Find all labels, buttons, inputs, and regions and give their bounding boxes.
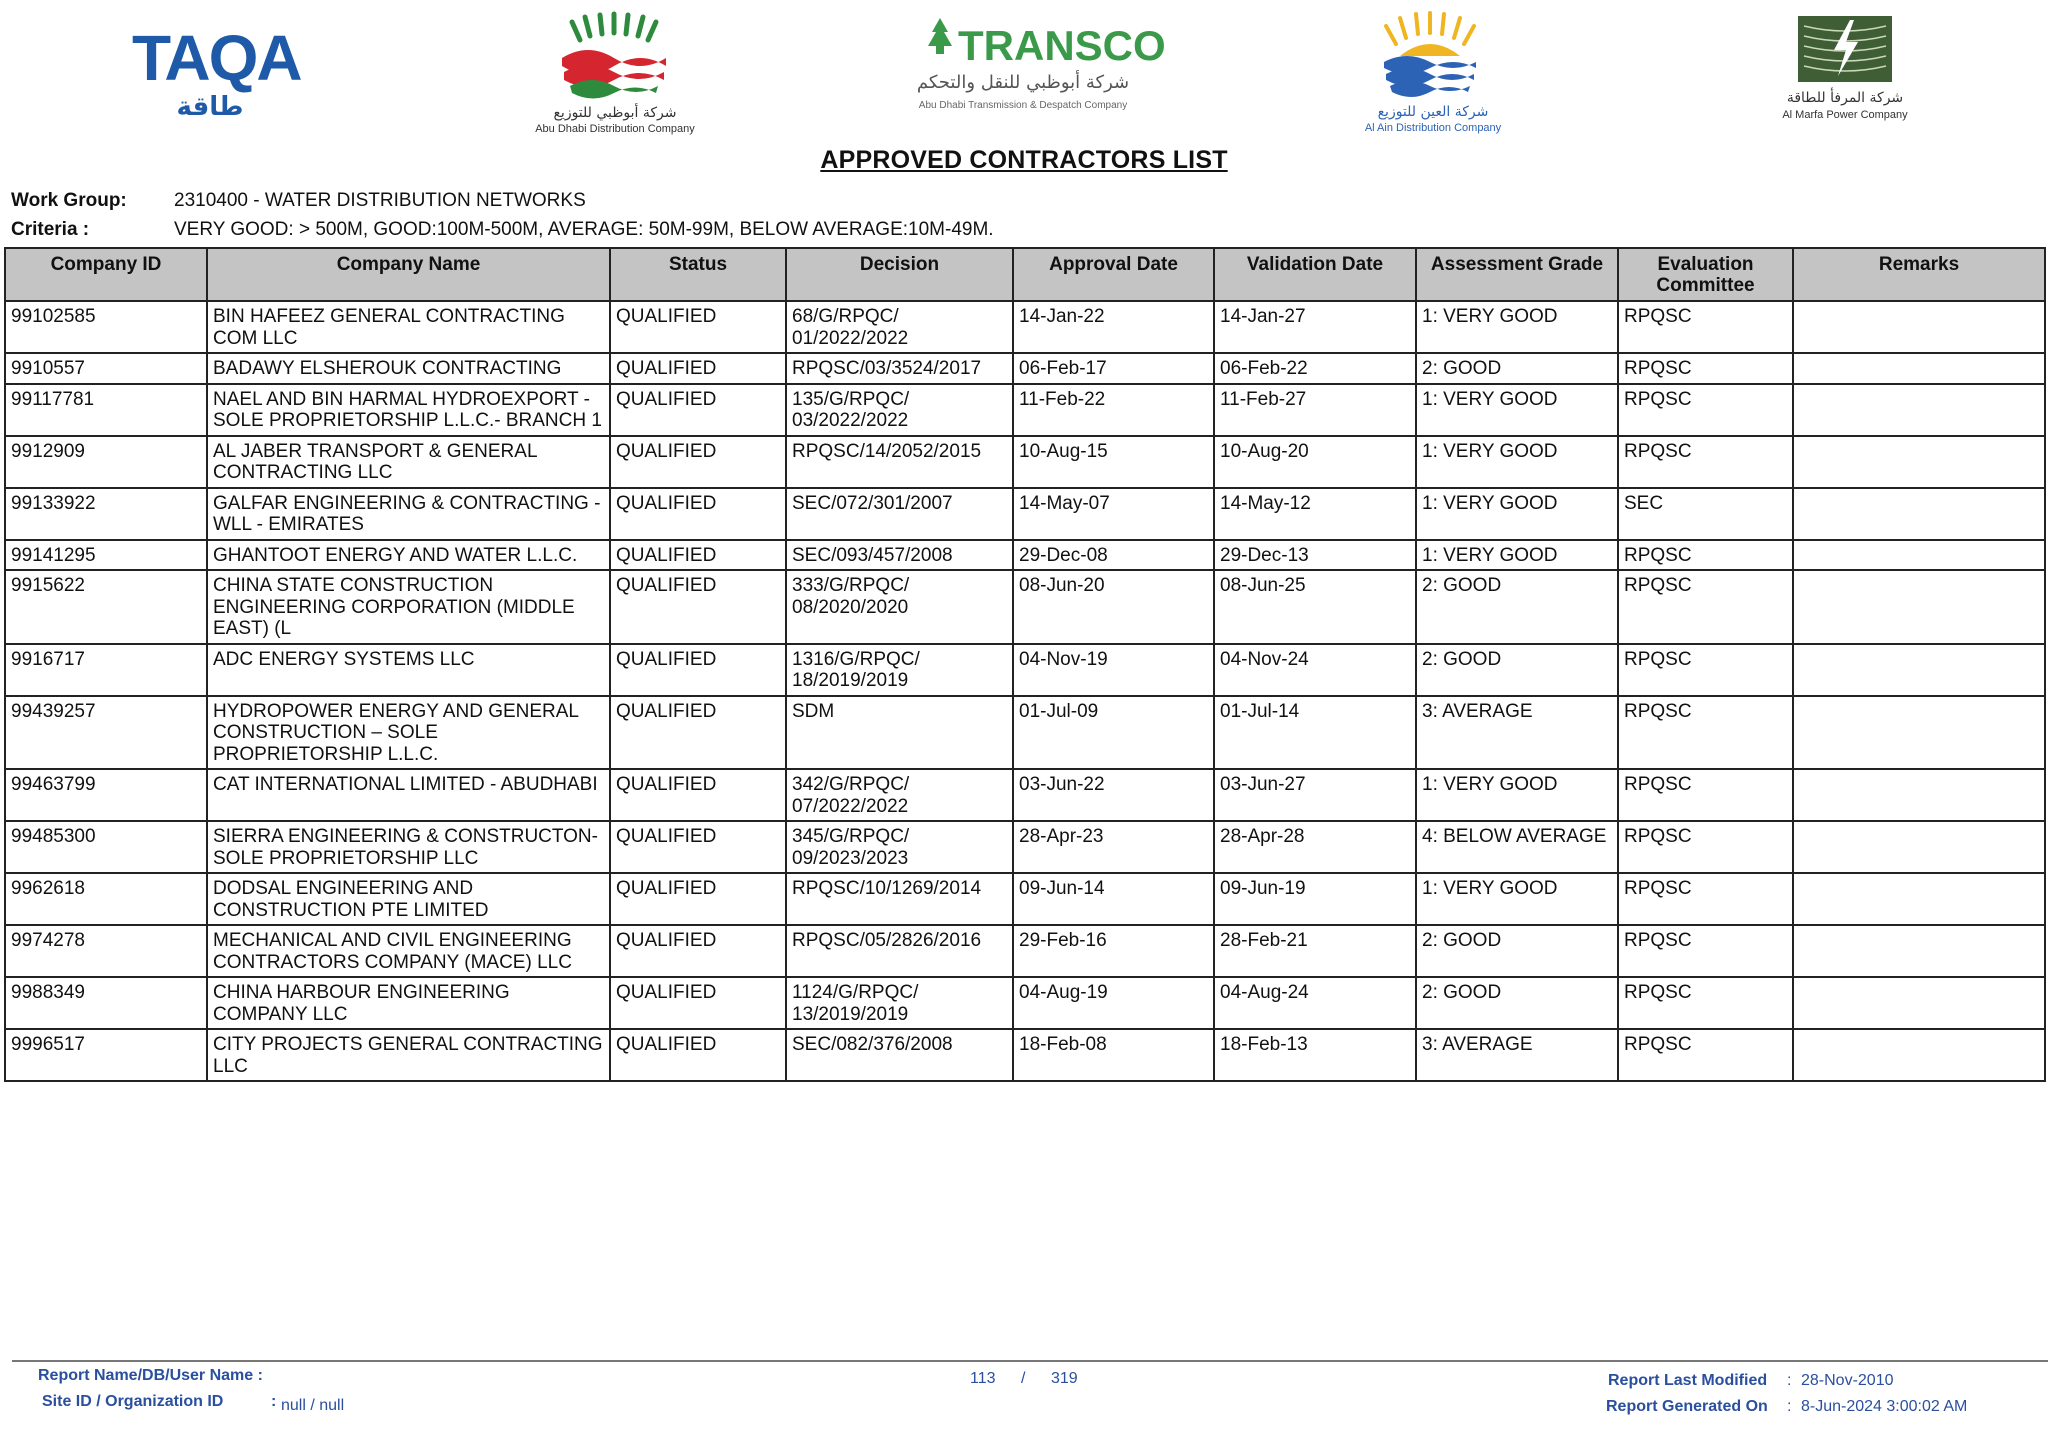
validation-date-cell: 04-Nov-24: [1214, 644, 1416, 696]
evaluation-committee-cell: RPQSC: [1618, 301, 1793, 353]
approval-date-cell: 14-May-07: [1013, 488, 1214, 540]
decision-cell: RPQSC/03/3524/2017: [786, 353, 1013, 384]
approval-date-cell: 06-Feb-17: [1013, 353, 1214, 384]
table-row: [5, 540, 2045, 571]
company-id-cell: 99463799: [5, 769, 207, 821]
company-id-cell: 99117781: [5, 384, 207, 436]
decision-cell: SEC/082/376/2008: [786, 1029, 1013, 1081]
addc-logo-english: Abu Dhabi Distribution Company: [535, 123, 695, 135]
logo-strip: [0, 0, 2048, 140]
decision-cell: 333/G/RPQC/ 08/2020/2020: [786, 570, 1013, 644]
decision-cell: RPQSC/05/2826/2016: [786, 925, 1013, 977]
validation-date-cell: 01-Jul-14: [1214, 696, 1416, 770]
evaluation-committee-cell: RPQSC: [1618, 644, 1793, 696]
footer-divider: [12, 1360, 2048, 1362]
table-row: [5, 696, 2045, 770]
company-name-cell: CAT INTERNATIONAL LIMITED - ABUDHABI: [207, 769, 610, 821]
remarks-cell: [1793, 977, 2045, 1029]
approval-date-cell: 29-Feb-16: [1013, 925, 1214, 977]
evaluation-committee-cell: RPQSC: [1618, 769, 1793, 821]
decision-cell: RPQSC/14/2052/2015: [786, 436, 1013, 488]
page-separator: /: [1021, 1370, 1026, 1387]
table-row: [5, 873, 2045, 925]
status-cell: QUALIFIED: [610, 384, 786, 436]
approval-date-cell: 28-Apr-23: [1013, 821, 1214, 873]
marfa-logo-arabic: شركة المرفأ للطاقة: [1786, 90, 1904, 106]
report-title: APPROVED CONTRACTORS LIST: [820, 146, 1228, 174]
status-cell: QUALIFIED: [610, 977, 786, 1029]
evaluation-committee-cell: RPQSC: [1618, 570, 1793, 644]
remarks-cell: [1793, 821, 2045, 873]
column-header-remarks: Remarks: [1793, 248, 2045, 301]
table-row: [5, 977, 2045, 1029]
decision-cell: 1124/G/RPQC/ 13/2019/2019: [786, 977, 1013, 1029]
company-name-cell: CITY PROJECTS GENERAL CONTRACTING LLC: [207, 1029, 610, 1081]
table-row: [5, 1029, 2045, 1081]
table-body: [5, 301, 2045, 1081]
approval-date-cell: 01-Jul-09: [1013, 696, 1214, 770]
approval-date-cell: 10-Aug-15: [1013, 436, 1214, 488]
marfa-logo-mark: [1750, 10, 1940, 125]
criteria-value: VERY GOOD: > 500M, GOOD:100M-500M, AVERAGE: 50M-99M, BELOW AVERAGE:10M-49M.: [174, 219, 994, 240]
approval-date-cell: 04-Aug-19: [1013, 977, 1214, 1029]
assessment-grade-cell: 1: VERY GOOD: [1416, 488, 1618, 540]
remarks-cell: [1793, 436, 2045, 488]
table-row: [5, 821, 2045, 873]
decision-cell: 135/G/RPQC/ 03/2022/2022: [786, 384, 1013, 436]
evaluation-committee-cell: RPQSC: [1618, 436, 1793, 488]
company-name-cell: CHINA HARBOUR ENGINEERING COMPANY LLC: [207, 977, 610, 1029]
table-row: [5, 384, 2045, 436]
company-id-cell: 9910557: [5, 353, 207, 384]
evaluation-committee-cell: RPQSC: [1618, 873, 1793, 925]
table-row: [5, 436, 2045, 488]
site-id-value: null / null: [281, 1397, 345, 1414]
marfa-logo: [1750, 10, 1940, 135]
assessment-grade-cell: 1: VERY GOOD: [1416, 384, 1618, 436]
aadc-logo-english: Al Ain Distribution Company: [1364, 122, 1502, 134]
company-id-cell: 99439257: [5, 696, 207, 770]
company-name-cell: MECHANICAL AND CIVIL ENGINEERING CONTRACTORS COMPANY (MACE) LLC: [207, 925, 610, 977]
company-name-cell: BADAWY ELSHEROUK CONTRACTING: [207, 353, 610, 384]
evaluation-committee-cell: RPQSC: [1618, 696, 1793, 770]
assessment-grade-cell: 2: GOOD: [1416, 644, 1618, 696]
addc-logo-mark: [510, 10, 720, 135]
company-name-cell: SIERRA ENGINEERING & CONSTRUCTON-SOLE PROPRIETORSHIP LLC: [207, 821, 610, 873]
company-name-cell: CHINA STATE CONSTRUCTION ENGINEERING CORPORATION (MIDDLE EAST) (L: [207, 570, 610, 644]
remarks-cell: [1793, 696, 2045, 770]
generated-on-colon: :: [1787, 1398, 1792, 1415]
approval-date-cell: 29-Dec-08: [1013, 540, 1214, 571]
approval-date-cell: 18-Feb-08: [1013, 1029, 1214, 1081]
company-name-cell: BIN HAFEEZ GENERAL CONTRACTING COM LLC: [207, 301, 610, 353]
remarks-cell: [1793, 769, 2045, 821]
evaluation-committee-cell: RPQSC: [1618, 384, 1793, 436]
status-cell: QUALIFIED: [610, 488, 786, 540]
validation-date-cell: 04-Aug-24: [1214, 977, 1416, 1029]
taqa-logo: [128, 10, 301, 135]
status-cell: QUALIFIED: [610, 769, 786, 821]
evaluation-committee-cell: RPQSC: [1618, 977, 1793, 1029]
approval-date-cell: 11-Feb-22: [1013, 384, 1214, 436]
company-id-cell: 9912909: [5, 436, 207, 488]
decision-cell: 345/G/RPQC/ 09/2023/2023: [786, 821, 1013, 873]
company-id-cell: 99141295: [5, 540, 207, 571]
transco-logo-english: Abu Dhabi Transmission & Despatch Company: [918, 100, 1128, 111]
approval-date-cell: 03-Jun-22: [1013, 769, 1214, 821]
company-id-cell: 9915622: [5, 570, 207, 644]
company-id-cell: 9996517: [5, 1029, 207, 1081]
marfa-logo-english: Al Marfa Power Company: [1782, 109, 1908, 121]
table-row: [5, 570, 2045, 644]
validation-date-cell: 18-Feb-13: [1214, 1029, 1416, 1081]
validation-date-cell: 09-Jun-19: [1214, 873, 1416, 925]
assessment-grade-cell: 2: GOOD: [1416, 570, 1618, 644]
table-row: [5, 769, 2045, 821]
status-cell: QUALIFIED: [610, 436, 786, 488]
decision-cell: SEC/072/301/2007: [786, 488, 1013, 540]
transco-logo-latin: TRANSCO: [958, 22, 1166, 69]
column-header-evaluation-committee: Evaluation Committee: [1618, 248, 1793, 301]
company-id-cell: 9962618: [5, 873, 207, 925]
validation-date-cell: 06-Feb-22: [1214, 353, 1416, 384]
decision-cell: SDM: [786, 696, 1013, 770]
decision-cell: 342/G/RPQC/ 07/2022/2022: [786, 769, 1013, 821]
validation-date-cell: 14-May-12: [1214, 488, 1416, 540]
column-header-company-id: Company ID: [5, 248, 207, 301]
approval-date-cell: 14-Jan-22: [1013, 301, 1214, 353]
transco-logo-arabic: شركة أبوظبي للنقل والتحكم: [916, 72, 1130, 93]
taqa-logo-latin: TAQA: [132, 22, 301, 94]
assessment-grade-cell: 2: GOOD: [1416, 353, 1618, 384]
column-header-assessment-grade: Assessment Grade: [1416, 248, 1618, 301]
table-row: [5, 353, 2045, 384]
taqa-logo-mark: [128, 10, 301, 130]
column-header-validation-date: Validation Date: [1214, 248, 1416, 301]
status-cell: QUALIFIED: [610, 644, 786, 696]
assessment-grade-cell: 1: VERY GOOD: [1416, 436, 1618, 488]
validation-date-cell: 11-Feb-27: [1214, 384, 1416, 436]
status-cell: QUALIFIED: [610, 821, 786, 873]
site-id-label: Site ID / Organization ID: [42, 1393, 224, 1410]
page-total: 319: [1051, 1370, 1078, 1387]
company-name-cell: GALFAR ENGINEERING & CONTRACTING - WLL - EMIRATES: [207, 488, 610, 540]
approval-date-cell: 08-Jun-20: [1013, 570, 1214, 644]
aadc-logo: [1328, 10, 1538, 135]
validation-date-cell: 10-Aug-20: [1214, 436, 1416, 488]
status-cell: QUALIFIED: [610, 925, 786, 977]
decision-cell: RPQSC/10/1269/2014: [786, 873, 1013, 925]
approval-date-cell: 04-Nov-19: [1013, 644, 1214, 696]
aadc-logo-mark: [1328, 10, 1538, 135]
company-id-cell: 99485300: [5, 821, 207, 873]
remarks-cell: [1793, 301, 2045, 353]
last-modified-label: Report Last Modified: [1608, 1372, 1768, 1389]
company-id-cell: 99133922: [5, 488, 207, 540]
status-cell: QUALIFIED: [610, 353, 786, 384]
aadc-logo-arabic: شركة العين للتوزيع: [1377, 104, 1489, 120]
approval-date-cell: 09-Jun-14: [1013, 873, 1214, 925]
evaluation-committee-cell: RPQSC: [1618, 821, 1793, 873]
assessment-grade-cell: 1: VERY GOOD: [1416, 769, 1618, 821]
validation-date-cell: 14-Jan-27: [1214, 301, 1416, 353]
status-cell: QUALIFIED: [610, 1029, 786, 1081]
contractors-table: [4, 247, 2046, 1082]
assessment-grade-cell: 2: GOOD: [1416, 977, 1618, 1029]
status-cell: QUALIFIED: [610, 696, 786, 770]
work-group-label: Work Group:: [11, 190, 127, 211]
page-current: 113: [970, 1370, 996, 1387]
report-footer: [0, 1360, 2048, 1448]
site-id-colon: :: [271, 1393, 277, 1410]
assessment-grade-cell: 3: AVERAGE: [1416, 1029, 1618, 1081]
decision-cell: 1316/G/RPQC/ 18/2019/2019: [786, 644, 1013, 696]
transco-logo: [916, 10, 1166, 135]
status-cell: QUALIFIED: [610, 301, 786, 353]
evaluation-committee-cell: RPQSC: [1618, 925, 1793, 977]
evaluation-committee-cell: RPQSC: [1618, 353, 1793, 384]
company-id-cell: 99102585: [5, 301, 207, 353]
company-id-cell: 9916717: [5, 644, 207, 696]
validation-date-cell: 08-Jun-25: [1214, 570, 1416, 644]
generated-on-label: Report Generated On: [1606, 1398, 1768, 1415]
table-row: [5, 925, 2045, 977]
company-id-cell: 9974278: [5, 925, 207, 977]
table-header-row: [5, 248, 2045, 301]
assessment-grade-cell: 3: AVERAGE: [1416, 696, 1618, 770]
assessment-grade-cell: 1: VERY GOOD: [1416, 540, 1618, 571]
remarks-cell: [1793, 540, 2045, 571]
remarks-cell: [1793, 488, 2045, 540]
assessment-grade-cell: 1: VERY GOOD: [1416, 873, 1618, 925]
generated-on-value: 8-Jun-2024 3:00:02 AM: [1801, 1398, 1968, 1415]
remarks-cell: [1793, 570, 2045, 644]
remarks-cell: [1793, 384, 2045, 436]
status-cell: QUALIFIED: [610, 873, 786, 925]
column-header-decision: Decision: [786, 248, 1013, 301]
status-cell: QUALIFIED: [610, 570, 786, 644]
decision-cell: SEC/093/457/2008: [786, 540, 1013, 571]
column-header-company-name: Company Name: [207, 248, 610, 301]
decision-cell: 68/G/RPQC/ 01/2022/2022: [786, 301, 1013, 353]
addc-logo: [510, 10, 720, 135]
status-cell: QUALIFIED: [610, 540, 786, 571]
company-id-cell: 9988349: [5, 977, 207, 1029]
company-name-cell: DODSAL ENGINEERING AND CONSTRUCTION PTE LIMITED: [207, 873, 610, 925]
taqa-logo-arabic: طاقة: [176, 92, 244, 122]
remarks-cell: [1793, 644, 2045, 696]
work-group-value: 2310400 - WATER DISTRIBUTION NETWORKS: [174, 190, 586, 211]
remarks-cell: [1793, 1029, 2045, 1081]
addc-logo-arabic: شركة أبوظبي للتوزيع: [553, 105, 677, 121]
table-row: [5, 301, 2045, 353]
company-name-cell: AL JABER TRANSPORT & GENERAL CONTRACTING LLC: [207, 436, 610, 488]
evaluation-committee-cell: RPQSC: [1618, 540, 1793, 571]
company-name-cell: NAEL AND BIN HARMAL HYDROEXPORT - SOLE PROPRIETORSHIP L.L.C.- BRANCH 1: [207, 384, 610, 436]
company-name-cell: GHANTOOT ENERGY AND WATER L.L.C.: [207, 540, 610, 571]
evaluation-committee-cell: SEC: [1618, 488, 1793, 540]
evaluation-committee-cell: RPQSC: [1618, 1029, 1793, 1081]
table-row: [5, 644, 2045, 696]
column-header-status: Status: [610, 248, 786, 301]
remarks-cell: [1793, 353, 2045, 384]
assessment-grade-cell: 1: VERY GOOD: [1416, 301, 1618, 353]
remarks-cell: [1793, 873, 2045, 925]
last-modified-colon: :: [1787, 1372, 1792, 1389]
criteria-label: Criteria :: [11, 219, 90, 240]
remarks-cell: [1793, 925, 2045, 977]
validation-date-cell: 28-Apr-28: [1214, 821, 1416, 873]
column-header-approval-date: Approval Date: [1013, 248, 1214, 301]
assessment-grade-cell: 4: BELOW AVERAGE: [1416, 821, 1618, 873]
validation-date-cell: 03-Jun-27: [1214, 769, 1416, 821]
last-modified-value: 28-Nov-2010: [1801, 1372, 1894, 1389]
validation-date-cell: 28-Feb-21: [1214, 925, 1416, 977]
company-name-cell: ADC ENERGY SYSTEMS LLC: [207, 644, 610, 696]
table-row: [5, 488, 2045, 540]
validation-date-cell: 29-Dec-13: [1214, 540, 1416, 571]
company-name-cell: HYDROPOWER ENERGY AND GENERAL CONSTRUCTION – SOLE PROPRIETORSHIP L.L.C.: [207, 696, 610, 770]
report-name-label: Report Name/DB/User Name :: [38, 1367, 263, 1384]
assessment-grade-cell: 2: GOOD: [1416, 925, 1618, 977]
transco-logo-mark: [916, 10, 1166, 120]
